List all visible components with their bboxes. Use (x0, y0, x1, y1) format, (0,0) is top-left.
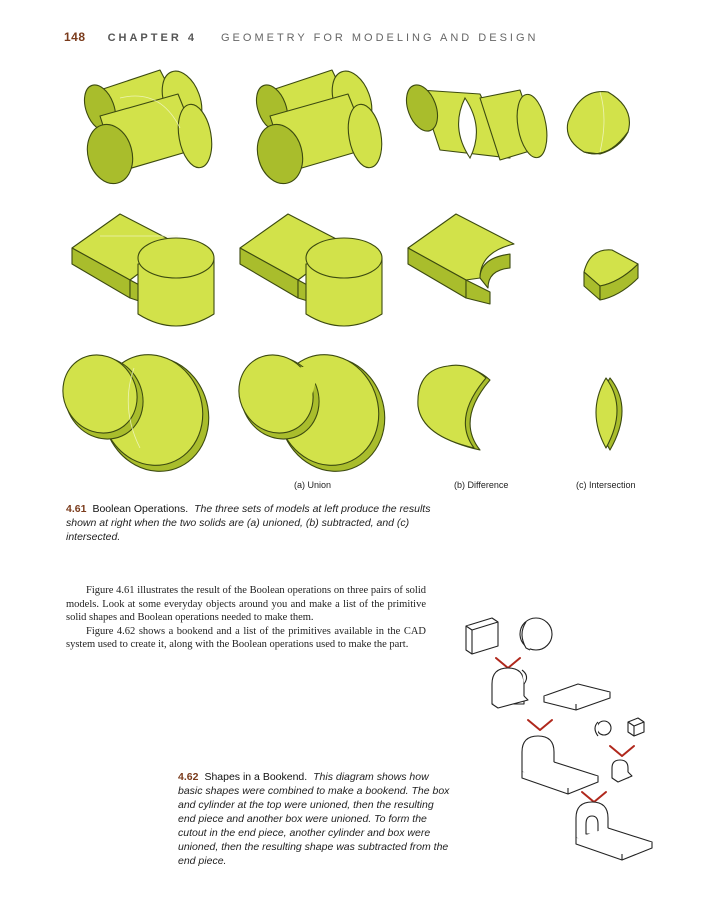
finished-bookend (576, 802, 652, 860)
small-box (628, 718, 644, 736)
discs-intersection (596, 378, 622, 450)
base-box (544, 684, 610, 710)
chapter-title: GEOMETRY FOR MODELING AND DESIGN (221, 32, 539, 44)
unioned-end-and-base (522, 736, 598, 794)
body-paragraph: Figure 4.61 illustrates the result of the Boolean operations on three pairs of solid models. Look at some everyday objects around you and make a list of the primitive solid shapes and Boolean operations needed to make them. (66, 585, 426, 623)
union-arrow (496, 658, 520, 668)
box-primitive (466, 618, 498, 654)
caption-title: Shapes in a Bookend. (204, 771, 308, 783)
block-cylinder-union (240, 214, 382, 326)
subcaption-difference: (b) Difference (454, 480, 509, 490)
union-arrow (610, 746, 634, 756)
subcaption-intersection: (c) Intersection (576, 480, 636, 490)
block-cylinder-difference (408, 214, 514, 304)
cylinder-primitive (520, 618, 552, 650)
subcaption-union: (a) Union (294, 480, 332, 490)
subtract-arrow (582, 792, 606, 802)
figure-4-61-caption (66, 502, 436, 544)
block-cylinder-intersection (584, 250, 638, 300)
small-cylinder (595, 721, 611, 736)
caption-title: Boolean Operations. (92, 503, 189, 515)
figure-4-62-caption (178, 770, 450, 868)
caption-text: The three sets of models at left produce the results shown at right when the two solids are (a) unioned, (b) subtracted, and (c) intersected. (66, 503, 431, 543)
figure-4-62 (458, 612, 678, 862)
end-piece (492, 668, 528, 708)
cross-cylinders-union (251, 68, 387, 189)
block-cylinder-pair (72, 214, 214, 326)
cross-cylinders-difference (401, 81, 552, 160)
body-text (66, 584, 426, 652)
figure-4-61 (60, 68, 660, 498)
discs-union (225, 340, 401, 486)
running-head (64, 30, 538, 44)
union-arrow (528, 720, 552, 730)
chapter-label: CHAPTER 4 (107, 32, 197, 44)
discs-difference (418, 365, 490, 450)
cutout-tool (612, 760, 632, 782)
caption-number: 4.61 (66, 503, 87, 515)
caption-number: 4.62 (178, 771, 199, 783)
cross-cylinders-pair (79, 68, 217, 189)
body-paragraph: Figure 4.62 shows a bookend and a list of the primitives available in the CAD system used to create it, along with the Boolean operations used to make the part. (66, 625, 426, 650)
caption-text: This diagram shows how basic shapes were combined to make a bookend. The box and cylinder at the top were unioned, then the resulting end piece and another box were unioned. To form the cutout in the end piece, another cylinder and box were unioned, then the resulting shape was subtracted from the end piece. (178, 771, 450, 867)
page-number: 148 (64, 30, 86, 44)
cross-cylinders-intersection (567, 92, 629, 154)
discs-pair (60, 340, 225, 486)
